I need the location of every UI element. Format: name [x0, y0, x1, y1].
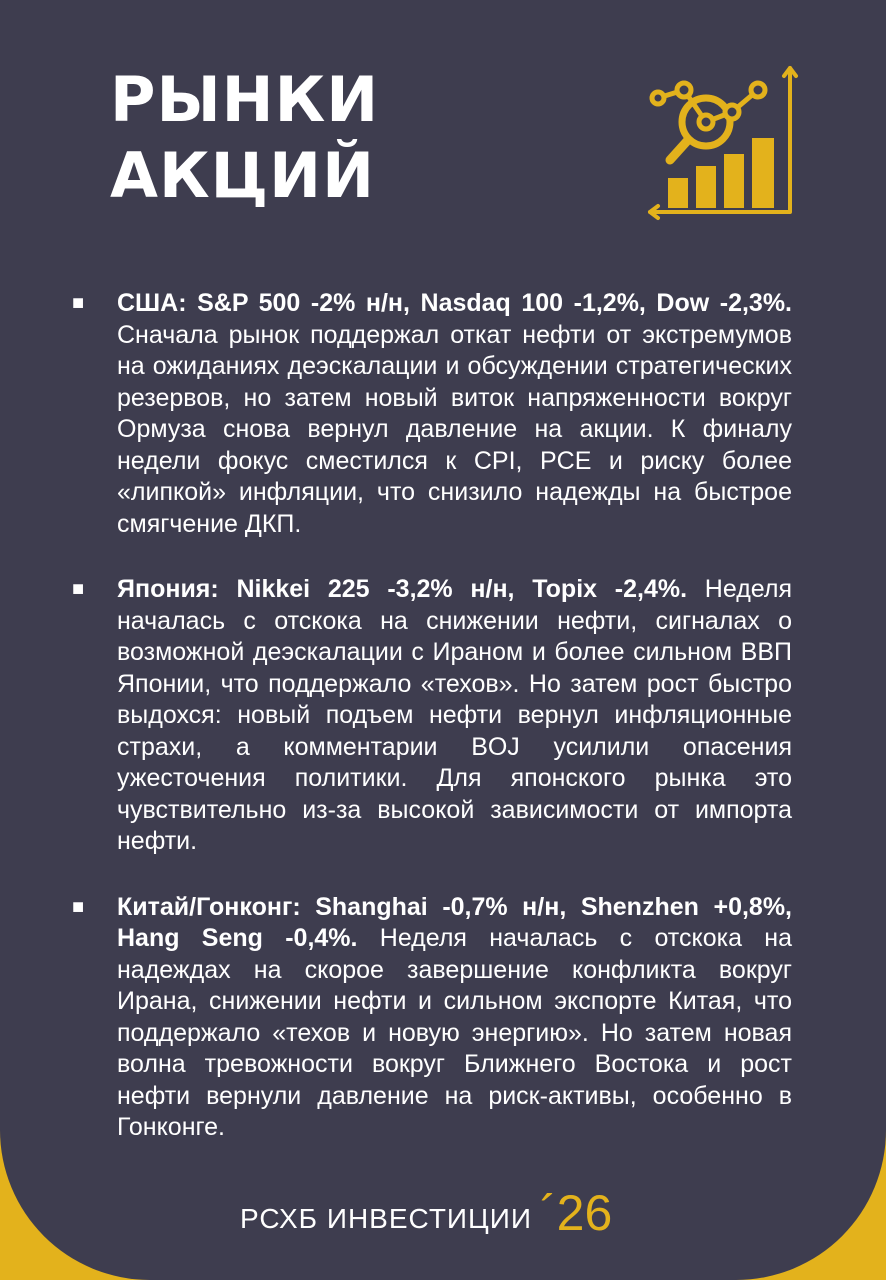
section-text: Сначала рынок поддержал откат нефти от экстремумов на ожиданиях деэскалации и обсуждении стратегических резервов, но затем новый виток напряженности вокруг Ормуза снова вернул давление на акции. К финалу недели фокус сместился к CPI, PCE и риску более «липкой» инфляции, что снизило надежды на быстрое смягчение ДКП. [117, 320, 792, 538]
section-heading: Китай/Гонконг: Shanghai -0,7% н/н, Shenzhen +0,8%, Hang Seng -0,4%. [117, 892, 792, 952]
footer [240, 1185, 612, 1241]
bullet-icon: ■ [72, 895, 85, 918]
footer-brand: РСХБ ИНВЕСТИЦИИ [240, 1203, 533, 1234]
footer-year: ´26 [540, 1185, 613, 1241]
section-text: Неделя началась с отскока на надеждах на скорое завершение конфликта вокруг Ирана, снижении нефти и сильном экспорте Китая, что поддержало «техов и новую энергию». Но затем новая волна тревожности вокруг Ближнего Востока и рост нефти вернули давление на риск-активы, особенно в Гонконге. [117, 924, 792, 1141]
section-usa [72, 288, 792, 540]
bullet-icon: ■ [72, 292, 85, 314]
title-line-2: АКЦИЙ [110, 139, 375, 212]
section-china-hk [72, 892, 792, 1144]
stock-chart-magnifier-icon [640, 60, 802, 222]
section-japan [72, 574, 792, 858]
title-line-1: РЫНКИ [110, 63, 380, 136]
bullet-icon: ■ [72, 578, 85, 600]
section-text: Неделя началась с отскока на снижении нефти, сигналах о возможной деэскалации с Ираном и более сильном ВВП Японии, что поддержало «техов». Но затем рост быстро выдохся: новый подъем нефти вернул инфляционные страхи, а комментарии BOJ усилили опасения ужесточения политики. Для японского рынка это чувствительно из-за высокой зависимости от импорта нефти. [117, 575, 792, 855]
section-heading: Япония: Nikkei 225 -3,2% н/н, Topix -2,4%. [117, 575, 705, 603]
page-title [110, 62, 379, 214]
section-heading: США: S&P 500 -2% н/н, Nasdaq 100 -1,2%, Dow -2,3%. [117, 289, 792, 317]
content [72, 288, 792, 1178]
